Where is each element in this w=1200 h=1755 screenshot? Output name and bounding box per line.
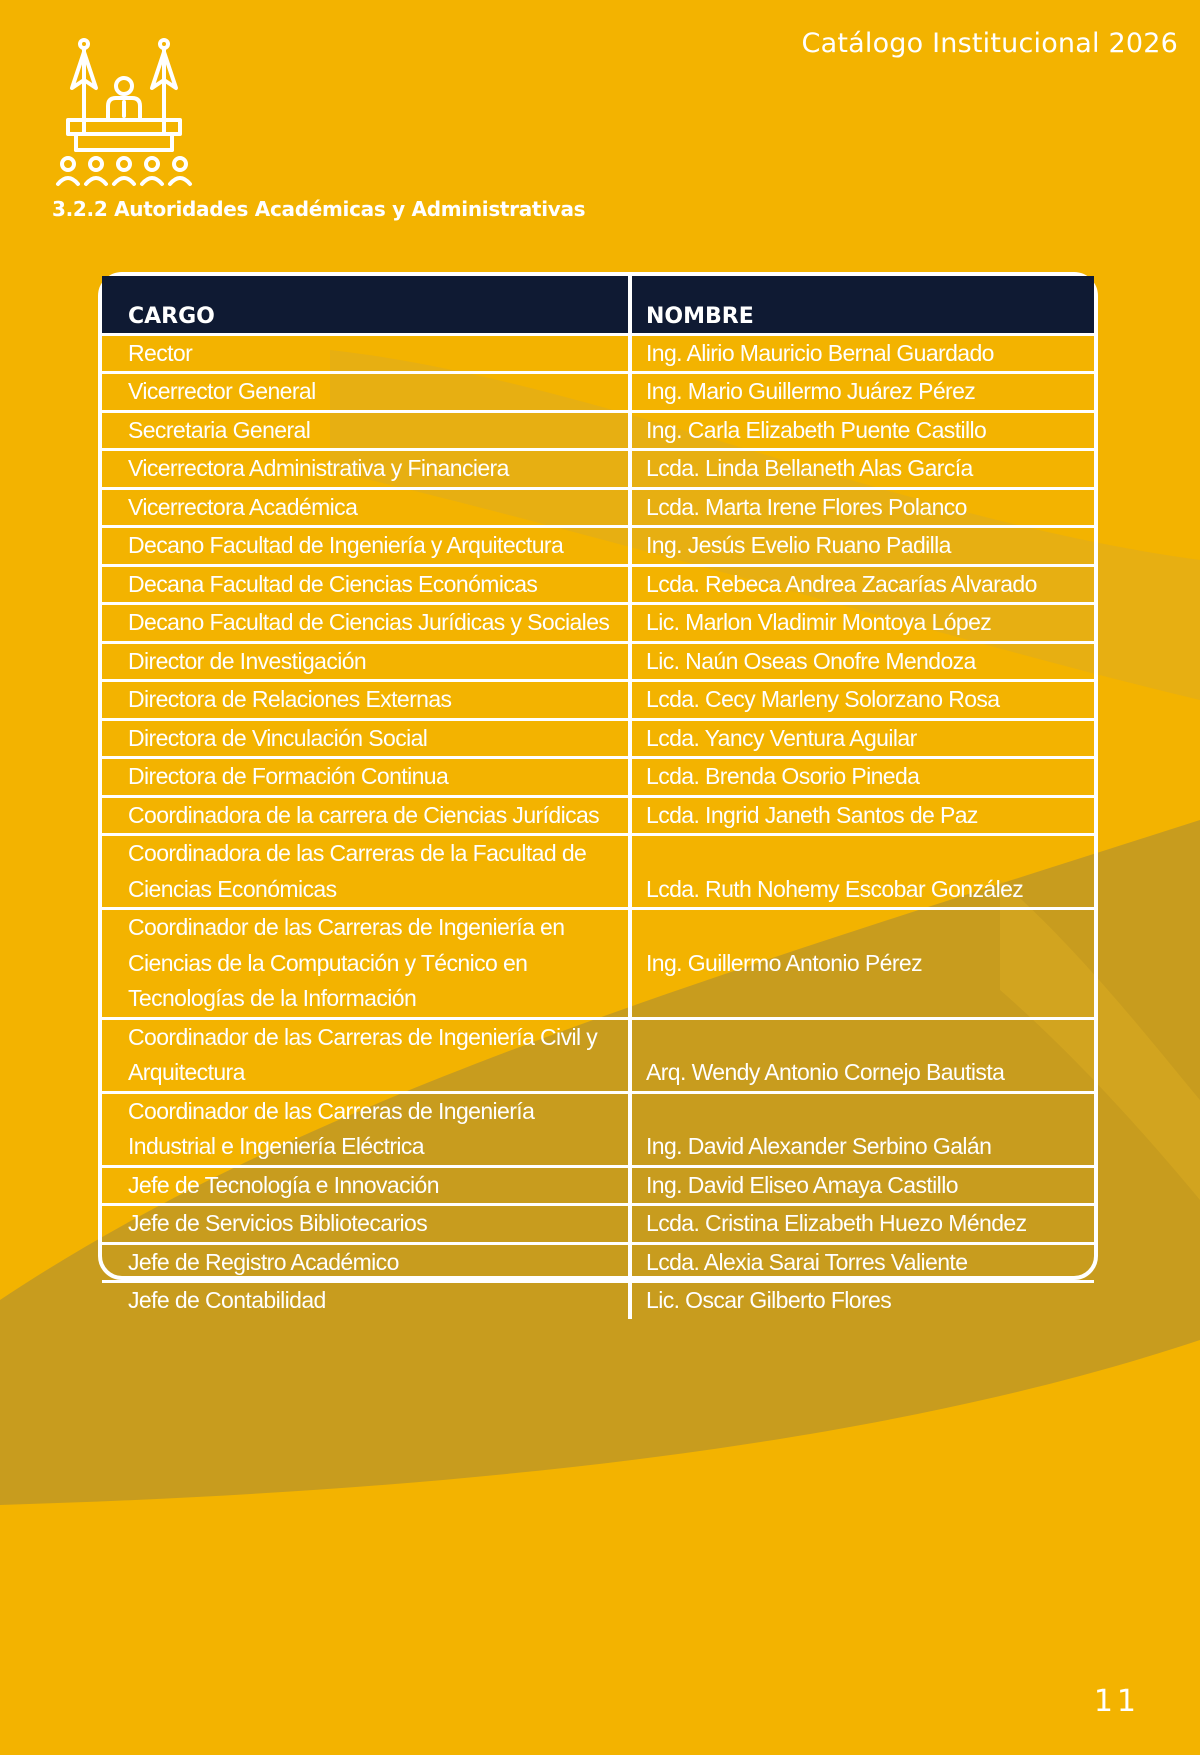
cargo-line: Vicerrectora Académica [128,493,358,520]
cargo-line: Decano Facultad de Ciencias Jurídicas y Sociales [128,609,610,635]
cargo-cell [102,758,630,797]
table-row [102,909,1094,1019]
nombre-cell: Arq. Wendy Antonio Cornejo Bautista [630,1018,1094,1092]
nombre-cell: Ing. David Eliseo Amaya Castillo [630,1166,1094,1205]
table-row [102,334,1094,373]
nombre-cell: Ing. David Alexander Serbino Galán [630,1092,1094,1166]
table-row [102,411,1094,450]
table-header-row [102,276,1094,334]
cargo-line: Ciencias de la Computación y Técnico en [128,949,528,976]
cargo-line: Coordinadora de las Carreras de la Facultad de [128,840,587,866]
cargo-line: Coordinador de las Carreras de Ingeniería [128,1097,535,1124]
table-row [102,527,1094,566]
cargo-cell [102,488,630,527]
cargo-cell [102,411,630,450]
cargo-line: Secretaria General [128,416,311,443]
table-row [102,373,1094,412]
nombre-cell: Lic. Oscar Gilberto Flores [630,1282,1094,1319]
nombre-cell: Lcda. Marta Irene Flores Polanco [630,488,1094,527]
cargo-line: Directora de Relaciones Externas [128,686,452,712]
cargo-cell [102,1166,630,1205]
academic-authorities-icon [56,36,192,188]
cargo-cell [102,1092,630,1166]
nombre-cell: Ing. Alirio Mauricio Bernal Guardado [630,334,1094,373]
table-row [102,1092,1094,1166]
table-row [102,565,1094,604]
column-header-nombre: NOMBRE [630,276,1094,334]
cargo-line: Decano Facultad de Ingeniería y Arquitectura [128,532,564,558]
nombre-cell: Ing. Jesús Evelio Ruano Padilla [630,527,1094,566]
cargo-line: Rector [128,339,193,366]
cargo-cell [102,1282,630,1319]
cargo-line: Jefe de Tecnología e Innovación [128,1171,439,1198]
authorities-table [98,272,1098,1313]
cargo-cell [102,796,630,835]
nombre-cell: Ing. Guillermo Antonio Pérez [630,909,1094,1019]
cargo-line: Vicerrectora Administrativa y Financiera [128,455,509,481]
cargo-cell [102,373,630,412]
cargo-line: Directora de Vinculación Social [128,724,428,751]
nombre-cell: Ing. Carla Elizabeth Puente Castillo [630,411,1094,450]
column-header-cargo: CARGO [102,276,630,334]
cargo-line: Jefe de Registro Académico [128,1248,399,1275]
cargo-cell [102,642,630,681]
cargo-line: Tecnologías de la Información [128,985,417,1011]
cargo-line: Director de Investigación [128,647,367,674]
table-row [102,1018,1094,1092]
table-row [102,1205,1094,1244]
cargo-line: Decana Facultad de Ciencias Económicas [128,570,538,597]
nombre-cell: Lcda. Cecy Marleny Solorzano Rosa [630,681,1094,720]
nombre-cell: Lcda. Alexia Sarai Torres Valiente [630,1243,1094,1282]
nombre-cell: Ing. Mario Guillermo Juárez Pérez [630,373,1094,412]
cargo-line: Jefe de Servicios Bibliotecarios [128,1210,428,1236]
nombre-cell: Lcda. Brenda Osorio Pineda [630,758,1094,797]
table-row [102,835,1094,909]
table-row [102,758,1094,797]
table-row [102,1282,1094,1319]
cargo-cell [102,334,630,373]
cargo-cell [102,565,630,604]
cargo-line: Coordinador de las Carreras de Ingeniería en [128,914,565,940]
table-row [102,450,1094,489]
cargo-line: Jefe de Contabilidad [128,1287,326,1313]
cargo-line: Coordinador de las Carreras de Ingeniería Civil y [128,1023,598,1050]
cargo-line: Vicerrector General [128,378,316,404]
cargo-line: Ciencias Económicas [128,875,337,902]
table-row [102,488,1094,527]
cargo-cell [102,909,630,1019]
nombre-cell: Lcda. Rebeca Andrea Zacarías Alvarado [630,565,1094,604]
cargo-cell [102,1205,630,1244]
page-number: 11 [1093,1684,1140,1719]
table-row [102,1243,1094,1282]
cargo-line: Directora de Formación Continua [128,763,449,789]
section-title: 3.2.2 Autoridades Académicas y Administrativas [52,197,586,221]
table-row [102,681,1094,720]
nombre-cell: Lic. Naún Oseas Onofre Mendoza [630,642,1094,681]
cargo-cell [102,604,630,643]
table-row [102,1166,1094,1205]
catalog-title: Catálogo Institucional 2026 [801,28,1178,59]
table-row [102,642,1094,681]
cargo-cell [102,835,630,909]
table-row [102,796,1094,835]
cargo-cell [102,681,630,720]
nombre-cell: Lcda. Yancy Ventura Aguilar [630,719,1094,758]
nombre-cell: Lcda. Linda Bellaneth Alas García [630,450,1094,489]
cargo-line: Coordinadora de la carrera de Ciencias Jurídicas [128,801,600,828]
table-row [102,719,1094,758]
table-row [102,604,1094,643]
nombre-cell: Lcda. Cristina Elizabeth Huezo Méndez [630,1205,1094,1244]
nombre-cell: Lcda. Ingrid Janeth Santos de Paz [630,796,1094,835]
cargo-cell [102,1243,630,1282]
cargo-line: Industrial e Ingeniería Eléctrica [128,1133,424,1159]
nombre-cell: Lic. Marlon Vladimir Montoya López [630,604,1094,643]
cargo-cell [102,450,630,489]
cargo-line: Arquitectura [128,1059,245,1085]
nombre-cell: Lcda. Ruth Nohemy Escobar González [630,835,1094,909]
cargo-cell [102,719,630,758]
cargo-cell [102,1018,630,1092]
table-body [102,334,1094,1319]
cargo-cell [102,527,630,566]
